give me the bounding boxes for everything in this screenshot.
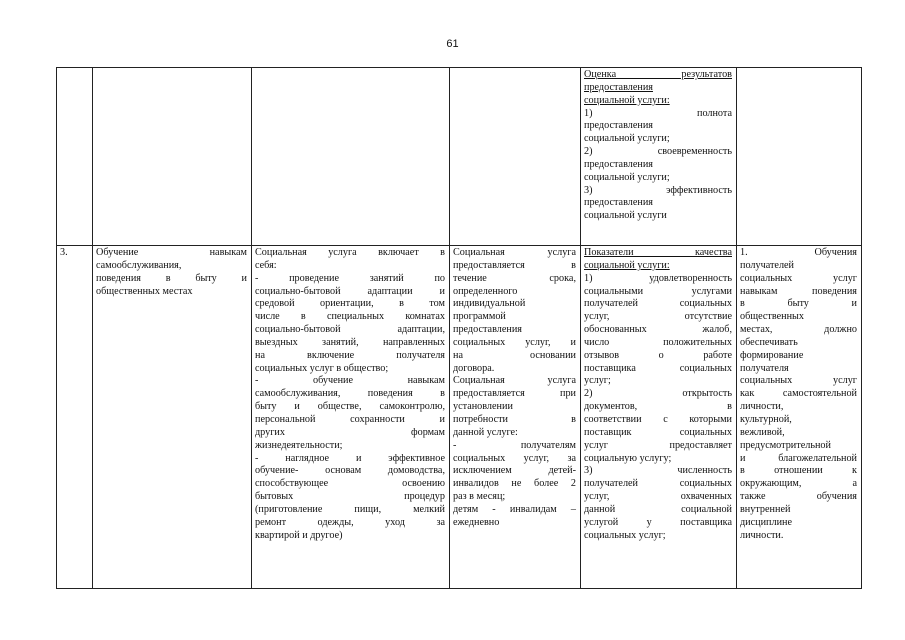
services-table [56,67,862,589]
text-line: установлении [453,401,513,413]
text-line: Обучение навыкам [96,247,247,258]
text-line: социальными услугами [584,285,732,297]
cell-description [252,246,450,589]
text-line: течение срока, [453,272,576,284]
text-line: личности, [740,401,784,413]
cell-conditions [737,246,862,589]
text-line: числе в специальных комнатах [255,311,445,323]
text-line: 1) полнота [584,107,732,119]
text-line: индивидуальной [453,298,526,310]
text-line: в быту и [740,298,857,310]
text-line: услуг; [584,375,611,387]
text-line: Социальная услуга включает в [255,247,445,258]
text-line: себя: [255,259,277,271]
cell-number [57,68,93,246]
text-line: персональной сохранности и [255,413,445,425]
text-line: число положительных [584,336,732,348]
text-line: обеспечивать [740,336,798,348]
text-line: обучение- основам домоводства, [255,465,445,477]
text-line: предоставляется при [453,388,576,400]
text-line: определенного [453,285,518,297]
text-line: 1. Обучения [740,247,857,258]
text-line: 2) своевременность [584,146,732,158]
text-line: получателей социальных [584,478,732,490]
text-line: документов, в [584,401,732,413]
cell-quality-indicators [581,68,737,246]
text-line: социальных услуг, за [453,452,576,464]
text-line: предоставления [584,197,653,209]
text-line: (приготовление пищи, мелкий [255,503,445,515]
text-line: самообслуживания, [96,259,182,271]
text-line: средовой ориентации, в том [255,298,445,310]
text-line: обоснованных жалоб, [584,324,732,336]
text-line: 2) открытость [584,388,732,400]
text-line: вежливой, [740,426,785,438]
text-line: исключением детей- [453,465,576,477]
text-line: социально-бытовой адаптации и [255,285,445,297]
cell-quality-indicators [581,246,737,589]
text-line: социальных услуг [740,272,857,284]
text-line: предоставления [584,81,653,93]
text-line: договора. [453,362,495,374]
text-line: инвалидов не более 2 [453,478,576,490]
text-line: получателей социальных [584,298,732,310]
text-line: социальных услуг; [584,529,666,541]
text-line: выездных занятий, направленных [255,336,445,348]
text-line: поставщика социальных [584,362,732,374]
table-row [57,246,862,589]
text-line: культурной, [740,413,792,425]
text-line: в отношении к [740,465,857,477]
text-line: бытовых процедур [255,491,445,503]
text-line: самообслуживания, поведения в [255,388,445,400]
text-line: Показатели качества [584,247,732,258]
text-line: ремонт одежды, уход за [255,516,445,528]
text-line: как самостоятельной [740,388,857,400]
cell-terms [450,68,581,246]
text-line: на включение получателя [255,349,445,361]
text-line: соответствии с которыми [584,413,732,425]
text-line: данной социальной [584,503,732,515]
text-line: социальных услуг, и [453,336,576,348]
text-line: поставщик социальных [584,426,732,438]
text-line: ежедневно [453,516,500,528]
text-line: предоставляется в [453,259,576,271]
text-line: также обучения [740,491,857,503]
text-line: социальной услуги; [584,171,670,183]
text-line: - обучение навыкам [255,375,445,387]
cell-description [252,68,450,246]
text-line: - получателям [453,439,576,451]
text-line: раз в месяц; [453,491,506,503]
text-line: потребности в [453,413,576,425]
text-line: социальной услуги; [584,133,670,145]
text-line: услугой у поставщика [584,516,732,528]
text-line: социальной услуги: [584,259,670,271]
text-line: - проведение занятий по [255,272,445,284]
text-line: социальную услугу; [584,452,672,464]
cell-service-name [93,246,252,589]
text-line: общественных [740,311,804,323]
text-line: услуг, отсутствие [584,311,732,323]
text-line: - наглядное и эффективное [255,452,445,464]
text-line: предусмотрительной [740,439,831,451]
text-line: 3) эффективность [584,184,732,196]
text-line: получателя [740,362,789,374]
text-line: социальных услуг в общество; [255,362,389,374]
text-line: местах, должно [740,324,857,336]
table-row [57,68,862,246]
text-line: общественных местах [96,285,193,297]
text-line: данной услуге: [453,426,518,438]
text-line: способствующее освоению [255,478,445,490]
text-line: на основании [453,349,576,361]
text-line: дисциплине [740,516,793,528]
text-line: социально-бытовой адаптации, [255,324,445,336]
text-line: поведения в быту и [96,272,247,284]
text-line: жизнедеятельности; [255,439,343,451]
text-line: услуг предоставляет [584,439,732,451]
text-line: детям - инвалидам – [453,503,576,515]
row-number: 3. [60,247,68,258]
text-line: квартирой и другое) [255,529,343,541]
page-number: 61 [446,38,459,50]
text-line: быту и обществе, самоконтролю, [255,401,445,413]
text-line: 3) численность [584,465,732,477]
text-line: предоставления [453,324,522,336]
cell-terms [450,246,581,589]
text-line: Социальная услуга [453,247,576,258]
text-line: 1) удовлетворенность [584,272,732,284]
text-line: предоставления [584,158,653,170]
cell-conditions [737,68,862,246]
text-line: навыкам поведения [740,285,857,297]
text-line: формирование [740,349,804,361]
text-line: социальных услуг [740,375,857,387]
text-line: других формам [255,426,445,438]
text-line: предоставления [584,120,653,132]
text-line: услуг, охваченных [584,491,732,503]
text-line: Социальная услуга [453,375,576,387]
text-line: социальной услуги: [584,94,670,106]
cell-service-name [93,68,252,246]
text-line: отзывов о работе [584,349,732,361]
text-line: и благожелательной [740,452,857,464]
text-line: личности. [740,529,784,541]
text-line: социальной услуги [584,210,667,222]
text-line: Оценка результатов [584,69,732,80]
text-line: внутренней [740,503,791,515]
text-line: окружающим, а [740,478,857,490]
text-line: программой [453,311,506,323]
text-line: получателей [740,259,795,271]
cell-number [57,246,93,589]
